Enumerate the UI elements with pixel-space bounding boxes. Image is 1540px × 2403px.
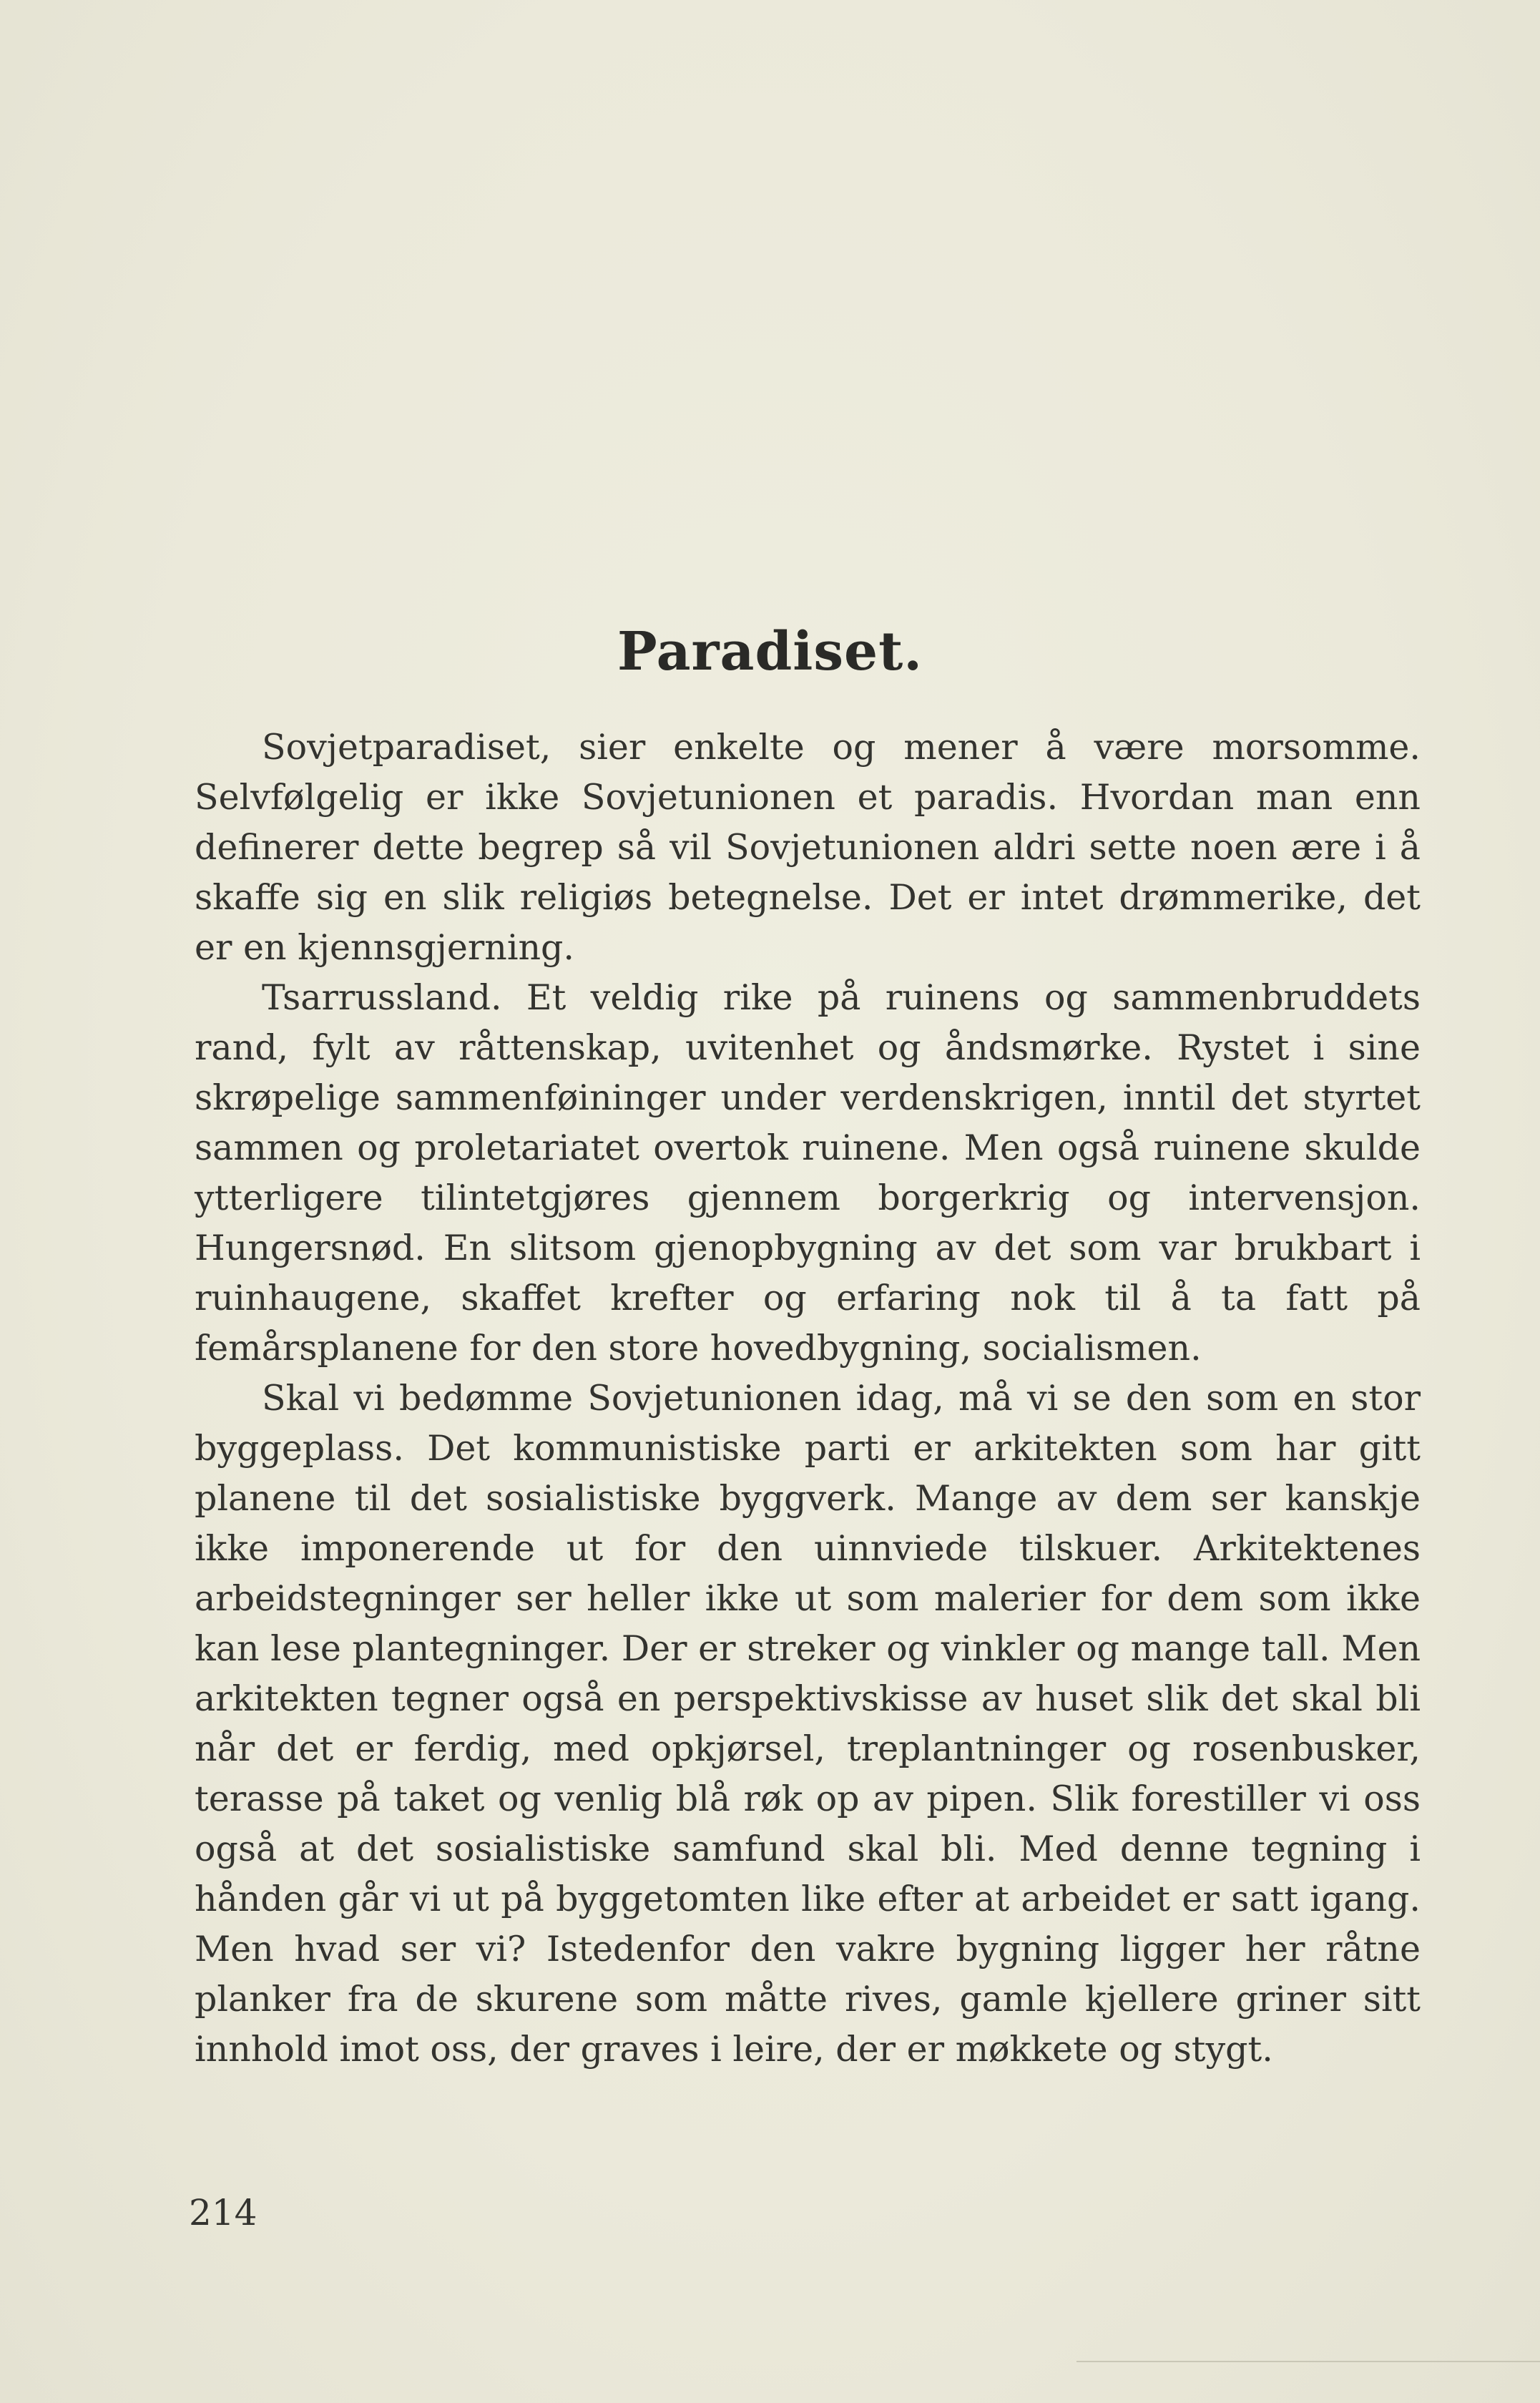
- page-number: 214: [189, 2192, 258, 2233]
- page-edge-line: [1076, 2361, 1540, 2362]
- paragraph-2: Tsarrussland. Et veldig rike på ruinens og sammenbruddets rand, fylt av råttenskap, uvitenhet og åndsmørke. Rystet i sine skrøpelige sammenføininger under verdenskrigen, inntil det styrtet sammen og proletariatet overtok ruinene. Men også ruinene skulde ytterligere tilintetgjøres gjennem borgerkrig og intervensjon. Hungersnød. En slitsom gjenopbygning av det som var brukbart i ruinhaugene, skaffet krefter og erfaring nok til å ta fatt på femårsplanene for den store hovedbygning, socialismen.: [195, 977, 1421, 1369]
- paragraph-3: Skal vi bedømme Sovjetunionen idag, må vi se den som en stor byggeplass. Det kommunistiske parti er arkitekten som har gitt planene til det sosialistiske byggverk. Mange av dem ser kanskje ikke imponerende ut for den uinnviede tilskuer. Arkitektenes arbeidstegninger ser heller ikke ut som malerier for dem som ikke kan lese plantegninger. Der er streker og vinkler og mange tall. Men arkitekten tegner også en perspektivskisse av huset slik det skal bli når det er ferdig, med opkjørsel, treplantninger og rosenbusker, terasse på taket og venlig blå røk op av pipen. Slik forestiller vi oss også at det sosialistiske samfund skal bli. Med denne tegning i hånden går vi ut på byggetomten like efter at arbeidet er satt igang. Men hvad ser vi? Istedenfor den vakre bygning ligger her råtne planker fra de skurene som måtte rives, gamle kjellere griner sitt innhold imot oss, der graves i leire, der er møkkete og stygt.: [195, 1378, 1421, 2070]
- chapter-title: Paradiset.: [617, 621, 923, 682]
- paragraph-1: Sovjetparadiset, sier enkelte og mener å være morsomme. Selvfølgelig er ikke Sovjetunionen et paradis. Hvordan man enn definerer dette begrep så vil Sovjetunionen aldri sette noen ære i å skaffe sig en slik religiøs betegnelse. Det er intet drømmerike, det er en kjennsgjerning.: [195, 727, 1421, 968]
- body-text: [195, 723, 1421, 2075]
